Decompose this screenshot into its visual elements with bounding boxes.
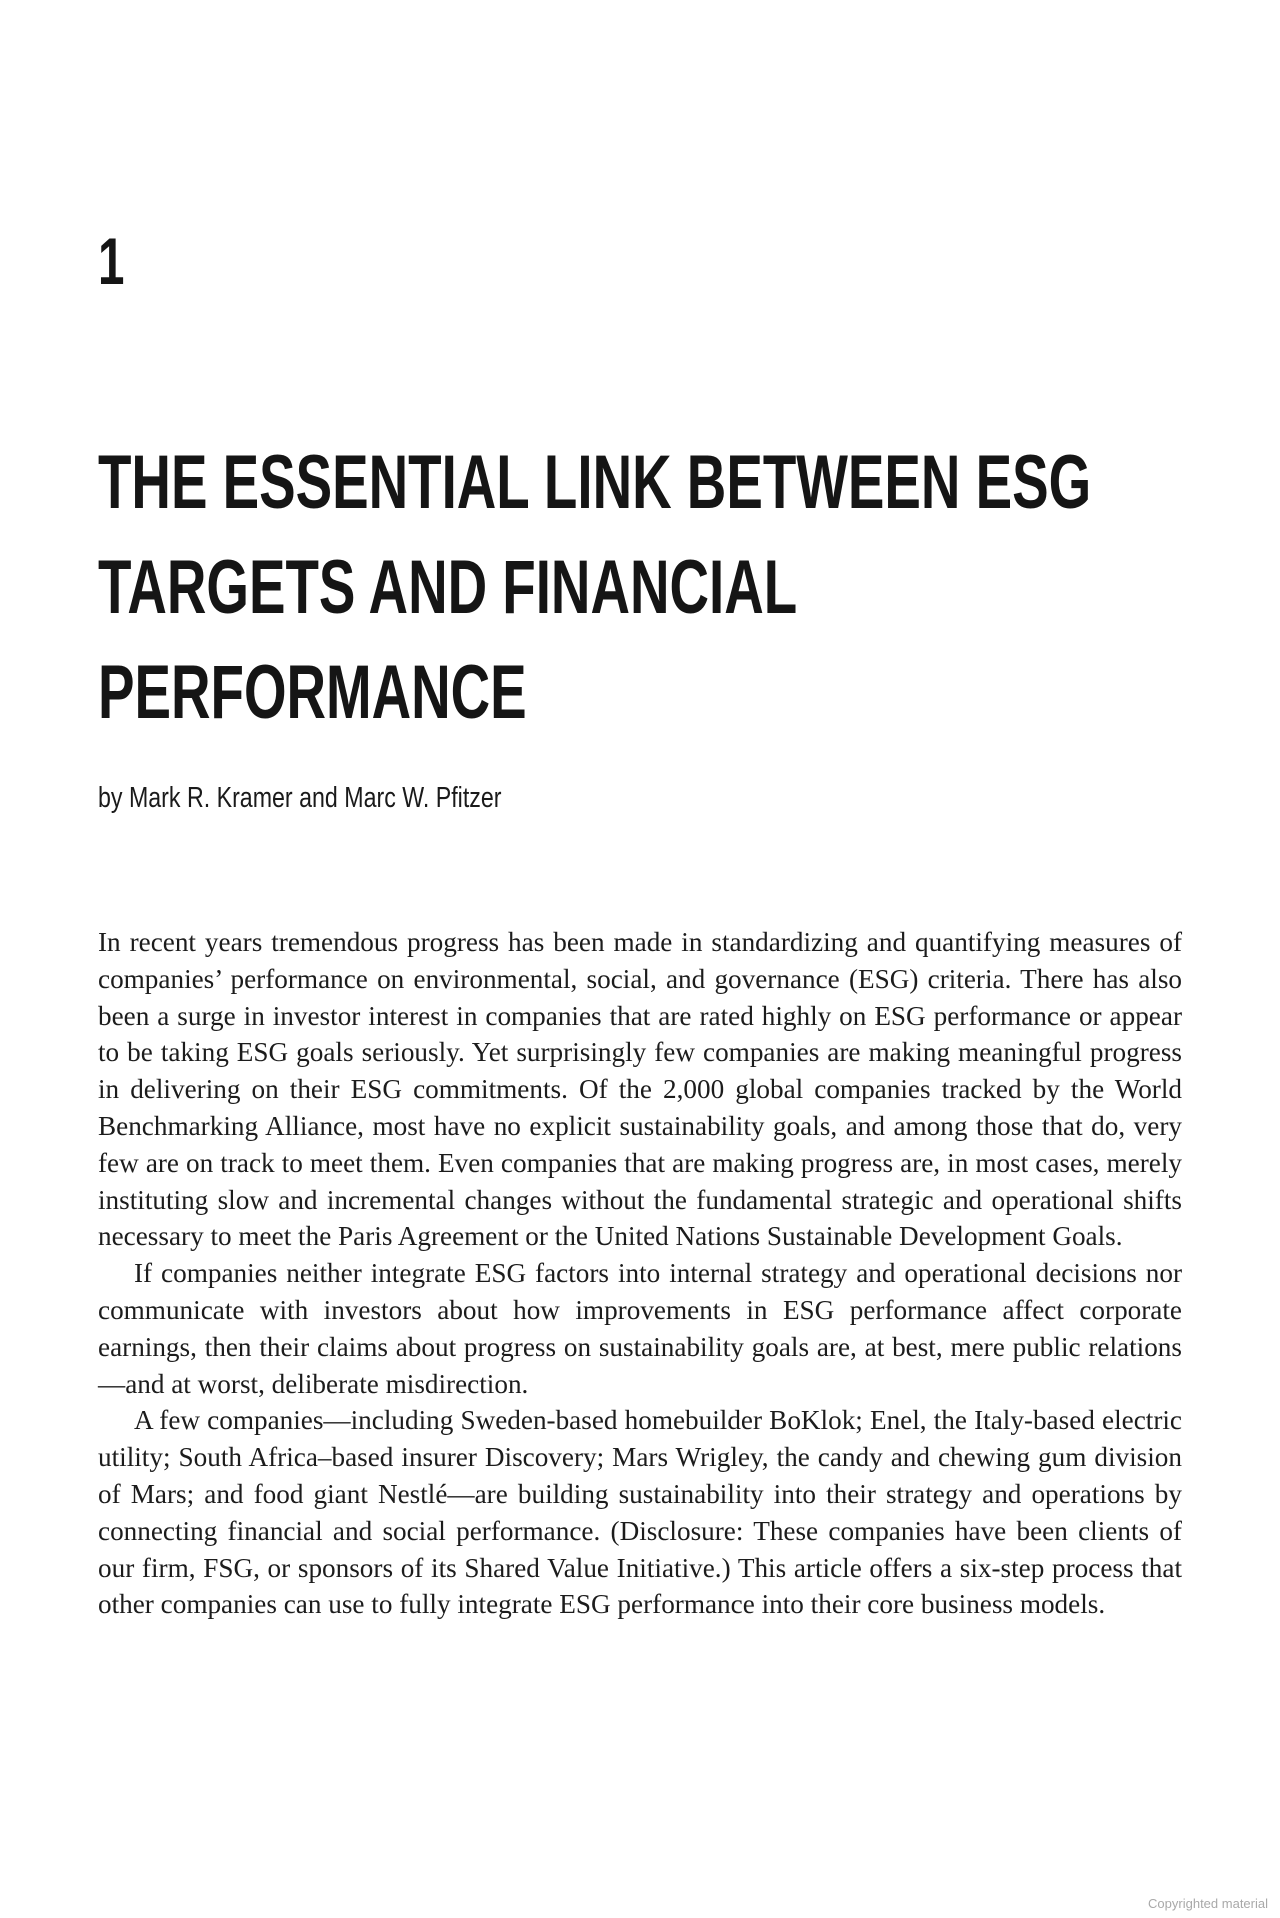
body-text	[98, 924, 1182, 1623]
paragraph: If companies neither integrate ESG factors into internal strategy and operational decisions nor communicate with investors about how improvements in ESG performance affect corporate earnings, then their claims about progress on sustainability goals are, at best, mere public relations—and at worst, deliberate misdirection.	[98, 1258, 1182, 1399]
chapter-title	[98, 430, 1106, 745]
byline: by Mark R. Kramer and Marc W. Pfitzer	[98, 782, 502, 814]
chapter-title-line: TARGETS AND FINANCIAL	[98, 545, 798, 630]
chapter-title-line: PERFORMANCE	[98, 650, 527, 735]
chapter-title-line: THE ESSENTIAL LINK BETWEEN ESG	[98, 440, 1092, 525]
paragraph: In recent years tremendous progress has been made in standardizing and quantifying measures of companies’ performance on environmental, social, and governance (ESG) criteria. There has also been a surge in investor interest in companies that are rated highly on ESG performance or appear to be taking ESG goals seriously. Yet surprisingly few companies are making meaningful progress in delivering on their ESG commitments. Of the 2,000 global companies tracked by the World Benchmarking Alliance, most have no explicit sustainability goals, and among those that do, very few are on track to meet them. Even companies that are making progress are, in most cases, merely instituting slow and incremental changes without the fundamental strategic and operational shifts necessary to meet the Paris Agreement or the United Nations Sustainable Development Goals.	[98, 927, 1182, 1252]
copyright-watermark: Copyrighted material	[1148, 1896, 1268, 1911]
paragraph: A few companies—including Sweden-based homebuilder BoKlok; Enel, the Italy-based electric utility; South Africa–based insurer Discovery; Mars Wrigley, the candy and chewing gum division of Mars; and food giant Nestlé—are building sustainability into their strategy and operations by connecting financial and social performance. (Disclosure: These companies have been clients of our firm, FSG, or sponsors of its Shared Value Initiative.) This article offers a six-step process that other companies can use to fully integrate ESG performance into their core business models.	[98, 1405, 1182, 1620]
chapter-number: 1	[98, 224, 125, 298]
